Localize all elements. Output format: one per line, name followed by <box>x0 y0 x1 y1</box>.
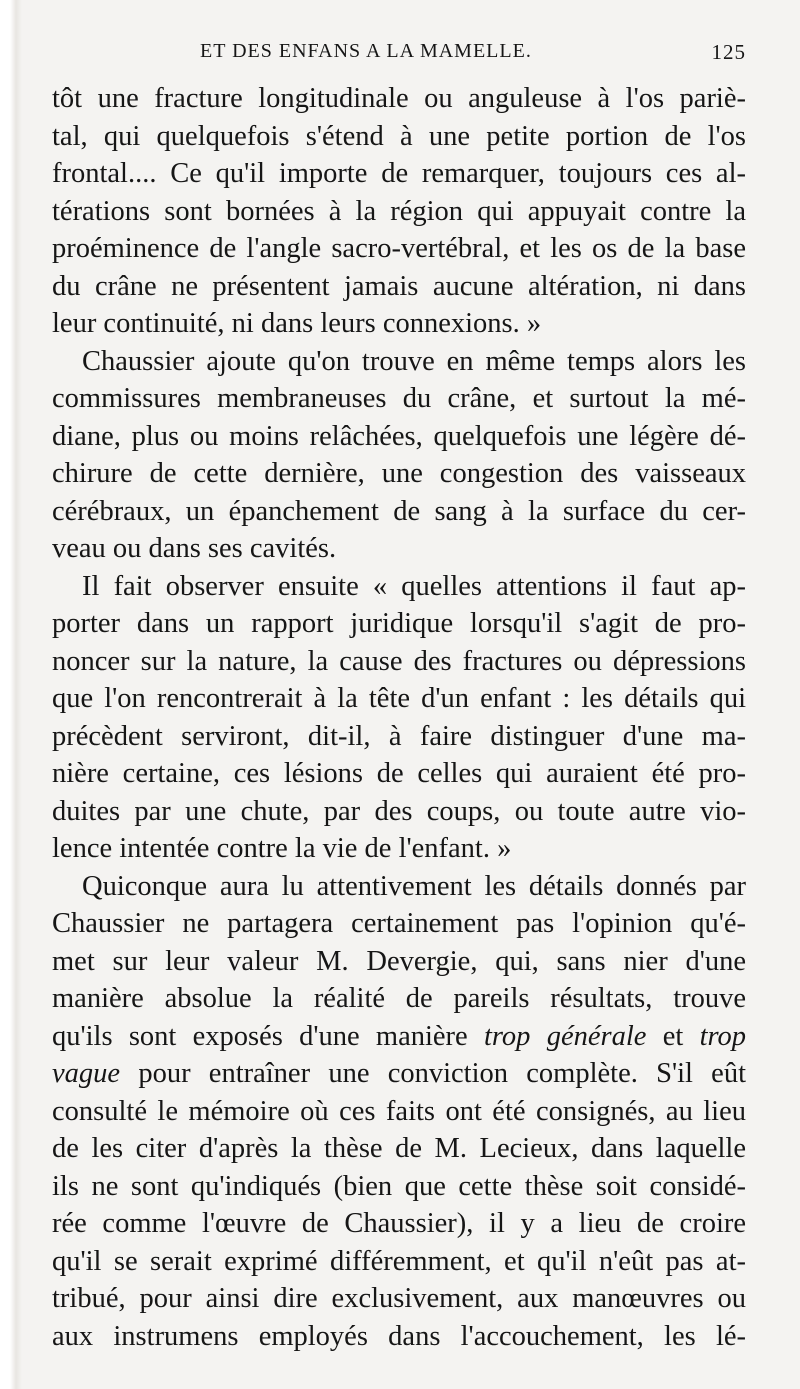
text-line: précèdent serviront, dit-il, à faire distinguer d'une ma- <box>52 720 746 752</box>
text-line: consulté le mémoire où ces faits ont été consignés, au lieu <box>52 1095 746 1127</box>
running-title: ET DES ENFANS A LA MAMELLE. <box>200 40 532 62</box>
text-segment: pour entraîner une conviction complète. S'il eût <box>138 1058 746 1089</box>
text-line: tôt une fracture longitudinale ou anguleuse à l'os pariè- <box>52 83 746 114</box>
italic-phrase: vague <box>52 1058 121 1089</box>
text-line: frontal.... Ce qu'il importe de remarquer, toujours ces al- <box>52 158 746 189</box>
text-line: ils ne sont qu'indiqués (bien que cette thèse soit considé- <box>52 1170 746 1202</box>
text-line: manière absolue la réalité de pareils résultats, trouve <box>52 983 746 1014</box>
text-line: veau ou dans ses cavités. <box>52 533 337 564</box>
italic-phrase: trop <box>699 1020 747 1052</box>
text-line: rée comme l'œuvre de Chaussier), il y a lieu de croire <box>52 1208 746 1239</box>
text-line: de les citer d'après la thèse de M. Lecieux, dans laquelle <box>52 1133 746 1164</box>
text-line: commissures membraneuses du crâne, et surtout la mé- <box>52 383 746 414</box>
text-line: tribué, pour ainsi dire exclusivement, aux manœuvres ou <box>52 1283 746 1314</box>
text-line: cérébraux, un épanchement de sang à la surface du cer- <box>52 495 746 527</box>
text-line: Chaussier ne partagera certainement pas l'opinion qu'é- <box>52 908 746 939</box>
page-number: 125 <box>711 40 746 64</box>
paragraph-3 <box>52 568 746 868</box>
text-line: porter dans un rapport juridique lorsqu'il s'agit de pro- <box>52 608 746 639</box>
text-line: Chaussier ajoute qu'on trouve en même temps alors les <box>82 345 746 377</box>
text-line: tal, qui quelquefois s'étend à une petite portion de l'os <box>52 120 746 152</box>
text-line: noncer sur la nature, la cause des fractures ou dépressions <box>52 645 746 677</box>
text-line: lence intentée contre la vie de l'enfant. » <box>52 833 512 864</box>
text-line: térations sont bornées à la région qui appuyait contre la <box>52 195 746 227</box>
text-line: nière certaine, ces lésions de celles qui auraient été pro- <box>52 758 746 789</box>
page-edge <box>0 0 22 1389</box>
text-segment: qu'ils sont exposés d'une manière <box>52 1020 468 1052</box>
text-line <box>52 1055 746 1093</box>
text-line: aux instrumens employés dans l'accouchement, les lé- <box>52 1320 746 1352</box>
text-line: proéminence de l'angle sacro-vertébral, et les os de la base <box>52 233 746 264</box>
page-text <box>52 34 746 1355</box>
text-line: chirure de cette dernière, une congestion des vaisseaux <box>52 458 746 489</box>
paragraph-1 <box>52 80 746 343</box>
italic-phrase: trop générale <box>483 1020 647 1052</box>
paragraph-4 <box>52 868 746 1356</box>
running-header <box>52 34 746 80</box>
text-line: que l'on rencontrerait à la tête d'un enfant : les détails qui <box>52 683 746 714</box>
text-segment: et <box>662 1020 684 1052</box>
text-line: diane, plus ou moins relâchées, quelquefois une légère dé- <box>52 420 746 452</box>
text-line: duites par une chute, par des coups, ou toute autre vio- <box>52 795 746 827</box>
paragraph-2 <box>52 343 746 568</box>
text-line: leur continuité, ni dans leurs connexions. » <box>52 308 542 339</box>
text-line <box>52 1018 746 1056</box>
text-line: du crâne ne présentent jamais aucune altération, ni dans <box>52 270 746 302</box>
text-line: Quiconque aura lu attentivement les détails donnés par <box>82 870 746 902</box>
text-line: Il fait observer ensuite « quelles attentions il faut ap- <box>82 570 746 602</box>
text-line: met sur leur valeur M. Devergie, qui, sans nier d'une <box>52 945 746 977</box>
text-line: qu'il se serait exprimé différemment, et qu'il n'eût pas at- <box>52 1245 746 1277</box>
